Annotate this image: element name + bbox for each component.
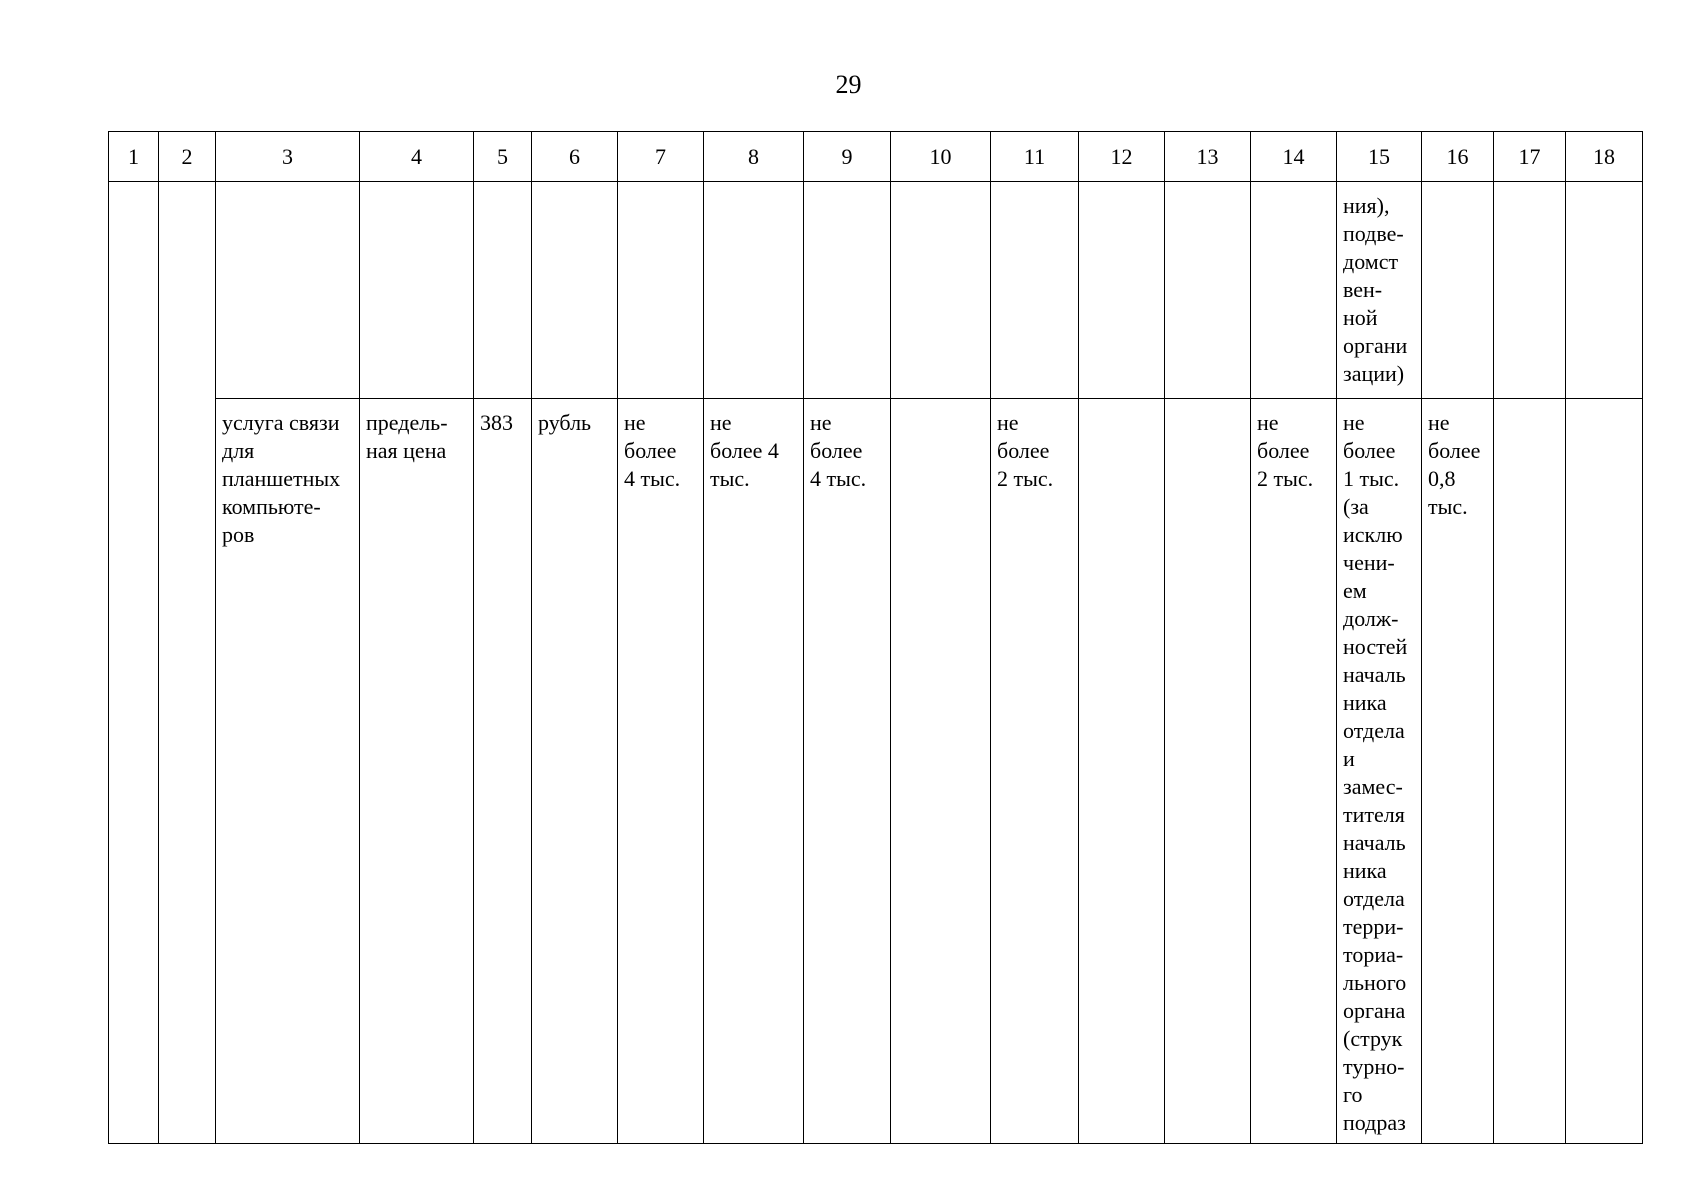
- cell-text: [1422, 182, 1493, 192]
- header-cell-1: 1: [109, 132, 159, 182]
- table-cell: [109, 182, 159, 1144]
- cell-text: [804, 182, 890, 192]
- cell-text: [532, 182, 617, 192]
- cell-text: [1566, 399, 1642, 409]
- table-row-tablet-service: [109, 399, 1643, 1144]
- cell-text: [618, 182, 703, 192]
- table-cell: [704, 399, 804, 1144]
- header-cell-9: 9: [804, 132, 891, 182]
- cell-text: [1079, 399, 1164, 409]
- header-cell-7: 7: [618, 132, 704, 182]
- cell-text: [891, 182, 990, 192]
- cell-text: [704, 182, 803, 192]
- table-cell: [618, 399, 704, 1144]
- table-cell: [1337, 182, 1422, 399]
- cell-text: [891, 399, 990, 409]
- table-cell: [1422, 399, 1494, 1144]
- cell-text: [360, 182, 473, 192]
- header-cell-15: 15: [1337, 132, 1422, 182]
- table-cell: [1165, 182, 1251, 399]
- cell-text: не более 4 тыс.: [624, 410, 681, 491]
- cell-text: не более 2 тыс.: [997, 410, 1054, 491]
- header-cell-3: 3: [216, 132, 360, 182]
- cell-text: рубль: [538, 410, 592, 435]
- table-cell: [1251, 399, 1337, 1144]
- table-cell: [1422, 182, 1494, 399]
- header-cell-11: 11: [991, 132, 1079, 182]
- cell-text: [1251, 182, 1336, 192]
- header-cell-2: 2: [159, 132, 216, 182]
- cell-text: [474, 182, 531, 192]
- cell-text: [1165, 399, 1250, 409]
- cell-text: [991, 182, 1078, 192]
- table-cell: [1251, 182, 1337, 399]
- table-cell: [474, 182, 532, 399]
- header-cell-13: 13: [1165, 132, 1251, 182]
- header-cell-18: 18: [1566, 132, 1643, 182]
- cell-text: ния), подве- домст вен- ной органи зации): [1343, 193, 1408, 386]
- cell-text: не более 4 тыс.: [710, 410, 779, 491]
- table-cell: [1337, 399, 1422, 1144]
- cell-text: [1566, 182, 1642, 192]
- header-cell-4: 4: [360, 132, 474, 182]
- cell-text: не более 0,8 тыс.: [1428, 410, 1481, 519]
- table-cell: [804, 399, 891, 1144]
- table-cell: [1079, 182, 1165, 399]
- table-cell: [618, 182, 704, 399]
- header-cell-16: 16: [1422, 132, 1494, 182]
- cell-text: [1079, 182, 1164, 192]
- table-cell: [1494, 182, 1566, 399]
- header-cell-14: 14: [1251, 132, 1337, 182]
- table-cell: [216, 182, 360, 399]
- table-cell: [891, 182, 991, 399]
- cell-text: не более 4 тыс.: [810, 410, 867, 491]
- table-cell: [991, 182, 1079, 399]
- characteristic-cell: [360, 399, 474, 1144]
- table-cell: [1566, 182, 1643, 399]
- cell-text: [109, 182, 158, 192]
- service-name-cell: [216, 399, 360, 1144]
- unit-name-cell: [532, 399, 618, 1144]
- header-cell-12: 12: [1079, 132, 1165, 182]
- header-cell-10: 10: [891, 132, 991, 182]
- page-number: 29: [835, 70, 862, 99]
- table-cell: [159, 182, 216, 1144]
- cell-text: [1165, 182, 1250, 192]
- table-cell: [704, 182, 804, 399]
- table-cell: [1079, 399, 1165, 1144]
- cell-text: услуга связи для планшетных компьюте- ров: [222, 410, 341, 547]
- unit-code-cell: [474, 399, 532, 1144]
- table-row-continuation: [109, 182, 1643, 399]
- cell-text: не более 1 тыс. (за исклю чени- ем долж- ностей началь ника отдела и замес- тителя началь ника отдела терри- ториа- льного органа (струк турно- го подраз: [1343, 410, 1408, 1135]
- table-cell: [1165, 399, 1251, 1144]
- cell-text: не более 2 тыс.: [1257, 410, 1314, 491]
- cell-text: [1494, 182, 1565, 192]
- table-cell: [532, 182, 618, 399]
- table-cell: [804, 182, 891, 399]
- header-cell-5: 5: [474, 132, 532, 182]
- cell-text: [159, 182, 215, 192]
- header-cell-17: 17: [1494, 132, 1566, 182]
- table-cell: [1566, 399, 1643, 1144]
- header-cell-6: 6: [532, 132, 618, 182]
- header-row: [109, 132, 1643, 182]
- table-cell: [360, 182, 474, 399]
- table-cell: [991, 399, 1079, 1144]
- table-cell: [1494, 399, 1566, 1144]
- header-cell-8: 8: [704, 132, 804, 182]
- cell-text: [216, 182, 359, 192]
- cell-text: 383: [480, 410, 513, 435]
- cell-text: [1494, 399, 1565, 409]
- requirements-table: [108, 131, 1643, 1144]
- cell-text: предель- ная цена: [366, 410, 448, 463]
- table-cell: [891, 399, 991, 1144]
